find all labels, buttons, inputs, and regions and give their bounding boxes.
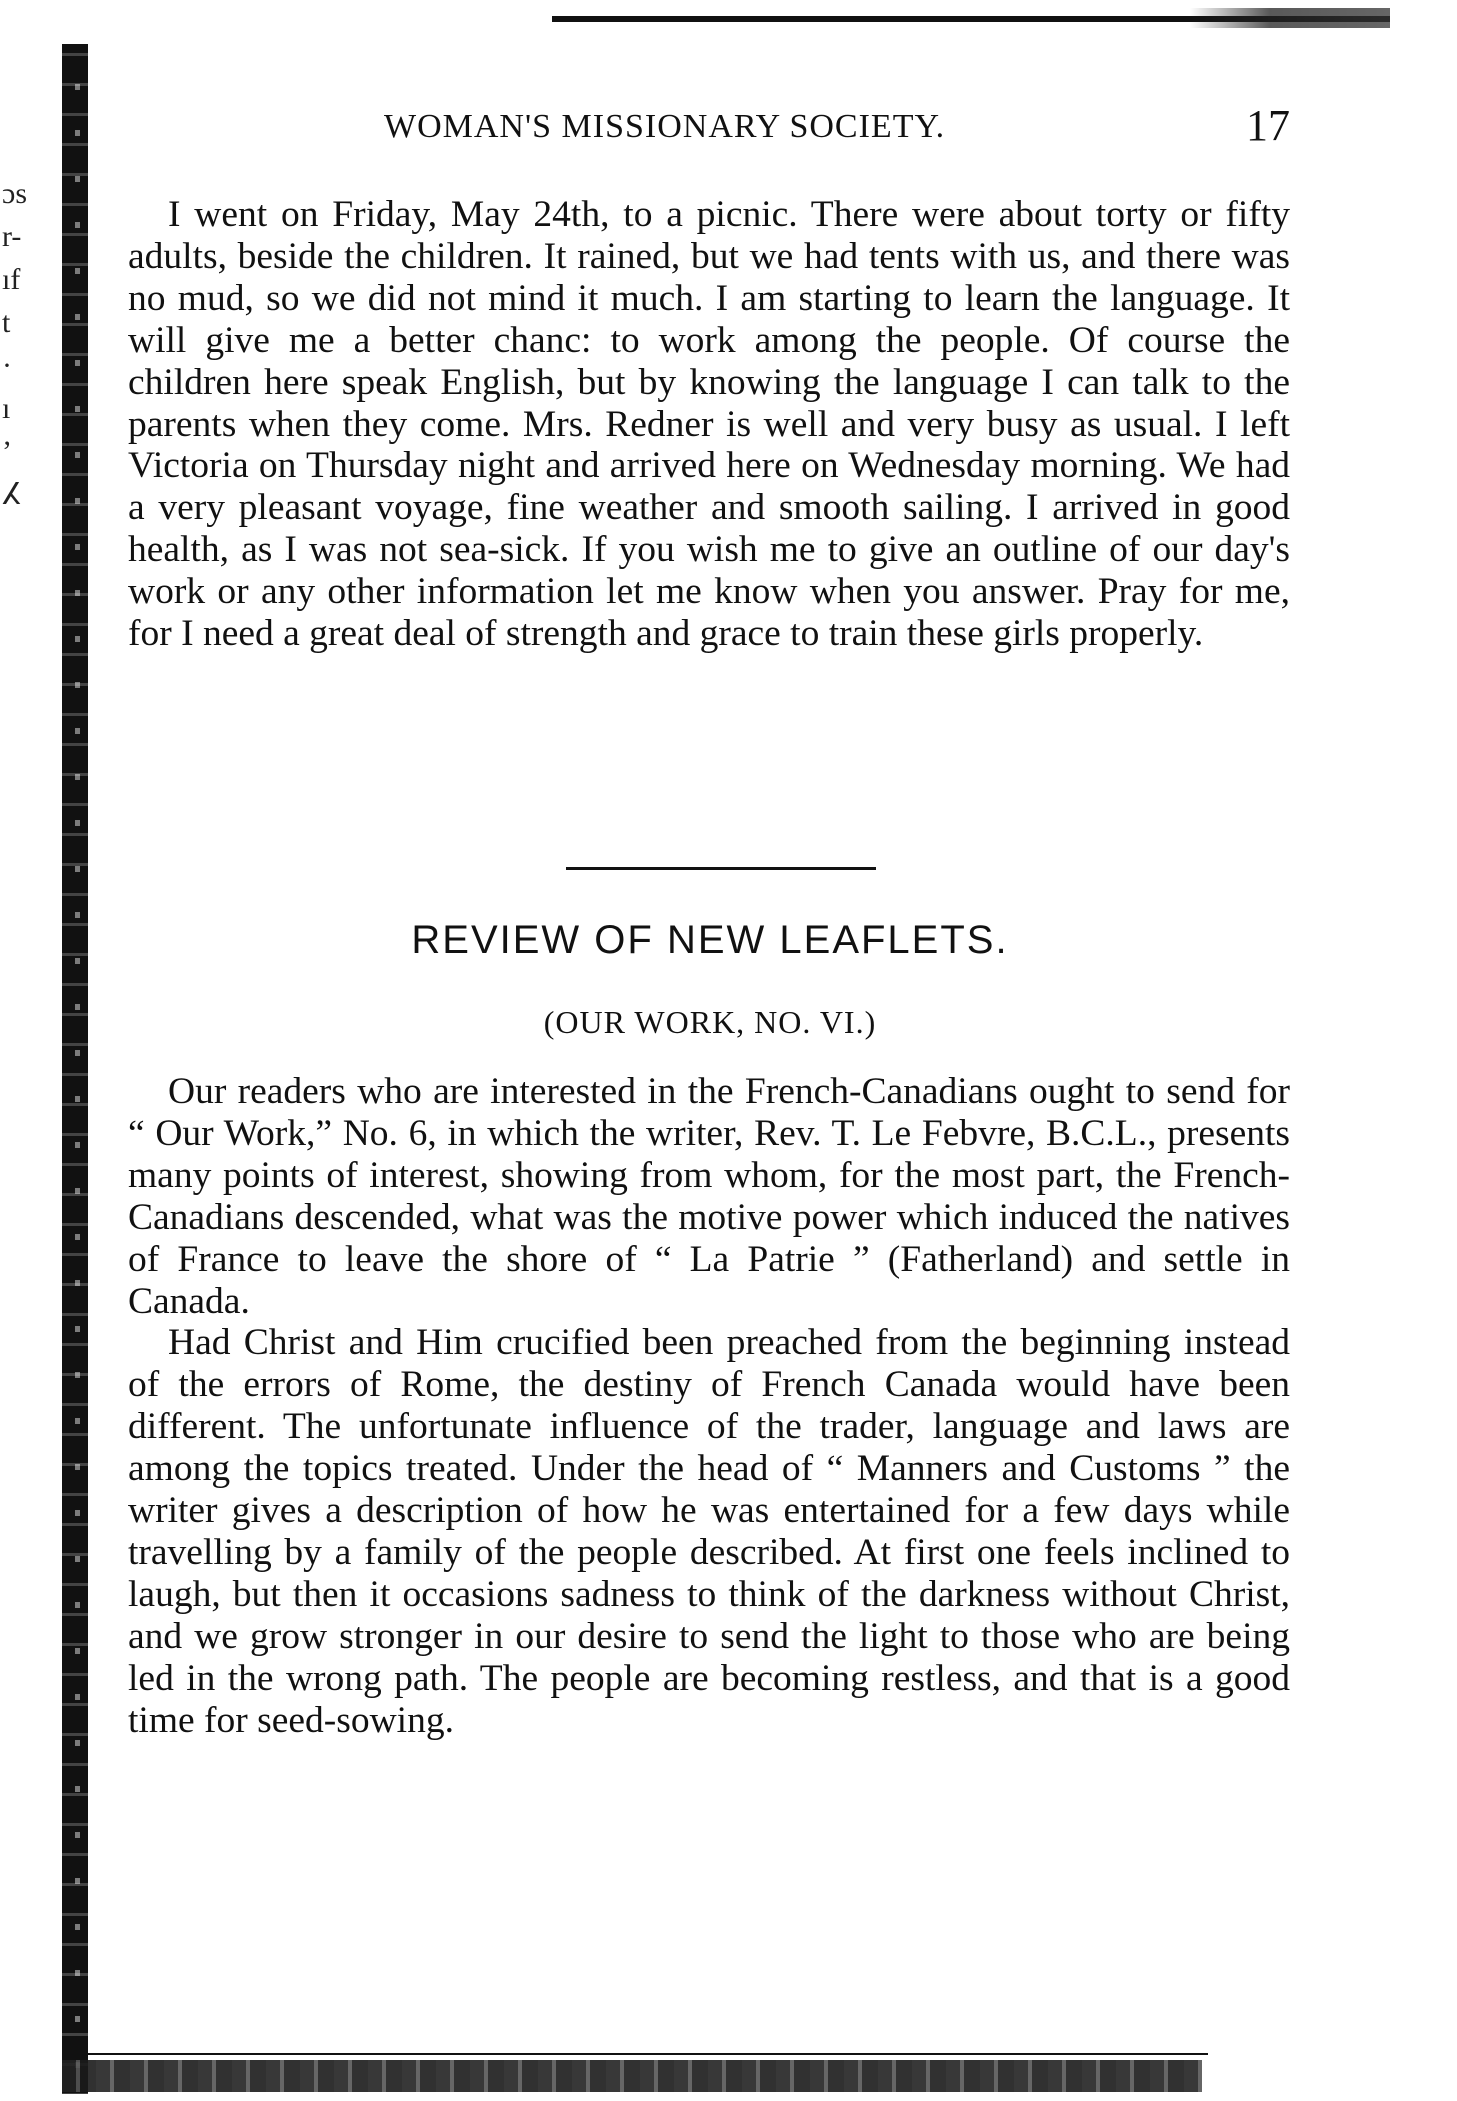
- margin-mark: r-: [2, 220, 22, 253]
- margin-mark: ⵃ: [2, 478, 21, 511]
- margin-mark: ’: [2, 435, 12, 468]
- facing-page-bleed: [2, 172, 42, 516]
- section-divider: [566, 867, 876, 870]
- margin-mark: ɔs: [2, 177, 27, 210]
- margin-mark: ıf: [2, 263, 21, 296]
- review-body: [128, 1071, 1290, 1742]
- margin-mark: ı: [2, 392, 11, 425]
- running-title: WOMAN'S MISSIONARY SOCIETY.: [384, 108, 946, 145]
- review-paragraph-1: Our readers who are interested in the French-Canadians ought to send for “ Our Work,” No. 6, in which the writer, Rev. T. Le Febvre, B.C.L., presents many points of interest, showing from whom, for the most part, the French-Canadians descended, what was the motive power which induced the natives of France to leave the shore of “ La Patrie ” (Fatherland) and settle in Canada.: [128, 1071, 1290, 1322]
- letter-excerpt: [128, 194, 1290, 655]
- letter-paragraph: I went on Friday, May 24th, to a picnic. There were about torty or fifty adults, beside the children. It rained, but we had tents with us, and there was no mud, so we did not mind it much. I am starting to learn the language. It will give me a better chanc: to work among the people. Of course the children here speak English, but by knowing the language I can talk to the parents when they come. Mrs. Redner is well and very busy as usual. I left Victoria on Thursday night and arrived here on Wednesday morning. We had a very pleasant voyage, fine weather and smooth sailing. I arrived in good health, as I was not sea-sick. If you wish me to give an outline of our day's work or any other information let me know when you answer. Pray for me, for I need a great deal of strength and grace to train these girls properly.: [128, 194, 1290, 655]
- top-rule-smudge: [1190, 8, 1390, 28]
- bottom-rule: [88, 2053, 1208, 2055]
- margin-mark: t: [2, 306, 11, 339]
- margin-mark: ·: [2, 349, 12, 382]
- binding-edge-highlight: [75, 44, 80, 2094]
- bottom-binding-band: [62, 2060, 1202, 2092]
- page-number: 17: [1246, 101, 1290, 150]
- section-subtitle: (OUR WORK, NO. VI.): [543, 1004, 877, 1040]
- section-heading: REVIEW OF NEW LEAFLETS.: [411, 918, 1009, 962]
- running-head: [130, 100, 1290, 150]
- review-paragraph-2: Had Christ and Him crucified been preached from the beginning instead of the errors of Rome, the destiny of French Canada would have been different. The unfortunate influence of the trader, language and laws are among the topics treated. Under the head of “ Manners and Customs ” the writer gives a description of how he was entertained for a few days while travelling by a family of the people described. At first one feels inclined to laugh, but then it occasions sadness to think of the darkness without Christ, and we grow stronger in our desire to send the light to those who are being led in the wrong path. The people are becoming restless, and that is a good time for seed-sowing.: [128, 1322, 1290, 1741]
